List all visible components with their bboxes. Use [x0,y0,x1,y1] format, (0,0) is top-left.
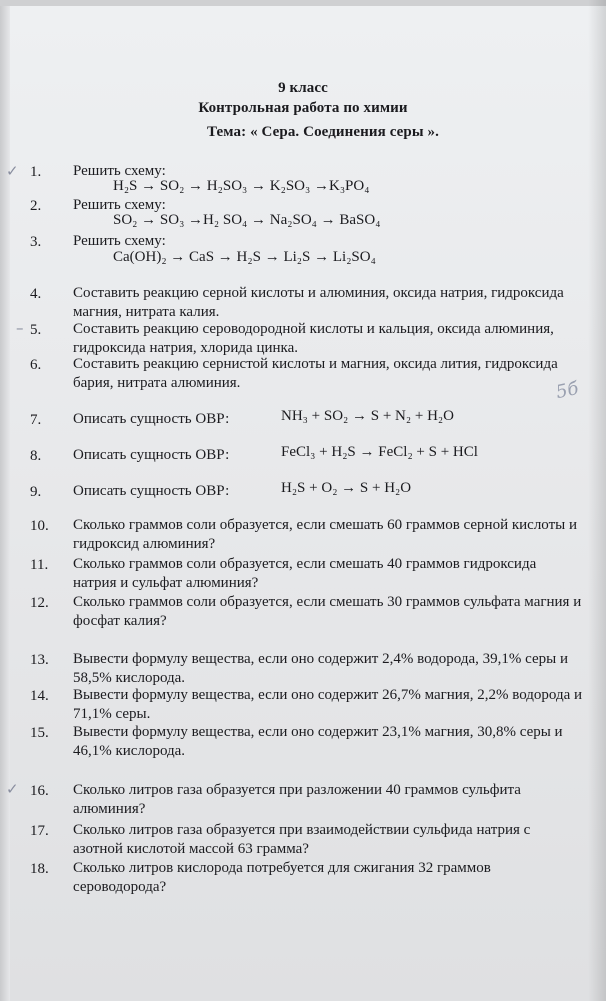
grade-heading: 9 класс [278,80,328,96]
task-text: Сколько граммов соли образуется, если смешать 60 граммов серной кислоты и гидроксид алюминия? [73,517,578,552]
task-text: Вывести формулу вещества, если оно содержит 26,7% магния, 2,2% водорода и 71,1% серы. [73,687,583,722]
task-number: 5. [30,322,42,338]
paper-edge-shadow [0,0,10,1001]
task-text: Сколько граммов соли образуется, если смешать 30 граммов сульфата магния и фосфат калия? [73,594,582,629]
task-number: 3. [30,234,42,250]
topic-line: Тема: « Сера. Соединения серы ». [207,124,439,140]
paper-right-shadow [588,0,606,1001]
task-text: Описать сущность ОВР: [73,447,230,463]
task-text: Составить реакцию серной кислоты и алюминия, оксида натрия, гидроксида магния, нитрата калия. [73,285,564,320]
task-number: 12. [30,595,49,611]
check-mark-16: ✓ [6,780,19,798]
task-text: Сколько литров газа образуется при взаимодействии сульфида натрия с азотной кислотой массой 63 грамма? [73,822,531,857]
reaction-scheme-3: Ca(OH)₂ → CaS → H₂S → Li₂S → Li₂SO₄ [113,249,376,265]
task-number: 14. [30,688,49,704]
task-number: 7. [30,412,42,428]
task-number: 9. [30,484,42,500]
task-text: Сколько граммов соли образуется, если смешать 40 граммов гидроксида натрия и сульфат алюминия? [73,556,537,591]
task-number: 17. [30,823,49,839]
task-text: Сколько литров кислорода потребуется для сжигания 32 граммов сероводорода? [73,860,491,895]
paper-top-edge [0,0,606,6]
reaction-scheme-1: H₂S → SO₂ → H₂SO₃ → K₂SO₃ →K₃PO₄ [113,178,370,194]
task-text: Решить схему: [73,197,166,213]
task-number: 13. [30,652,49,668]
task-text: Описать сущность ОВР: [73,411,230,427]
task-number: 18. [30,861,49,877]
task-text: Решить схему: [73,163,166,179]
task-text: Вывести формулу вещества, если оно содержит 2,4% водорода, 39,1% серы и 58,5% кислорода. [73,651,568,686]
reaction-scheme-2: SO₂ → SO₃ →H₂ SO₄ → Na₂SO₄ → BaSO₄ [113,212,381,228]
task-text: Вывести формулу вещества, если оно содержит 23,1% магния, 30,8% серы и 46,1% кислорода. [73,724,563,759]
check-mark-1: ✓ [6,162,19,180]
task-number: 1. [30,164,42,180]
task-text: Описать сущность ОВР: [73,483,230,499]
task-number: 11. [30,557,49,573]
handwritten-note: 5б [554,377,581,404]
task-text: Решить схему: [73,233,166,249]
test-title: Контрольная работа по химии [198,100,408,116]
redox-equation-8: FeCl₃ + H₂S → FeCl₂ + S + HCl [281,444,478,460]
task-number: 15. [30,725,49,741]
task-text: Составить реакцию сернистой кислоты и магния, оксида лития, гидроксида бария, нитрата алюминия. [73,356,558,391]
redox-equation-7: NH₃ + SO₂ → S + N₂ + H₂O [281,408,454,424]
task-number: 8. [30,448,42,464]
task-number: 4. [30,286,42,302]
task-text: Сколько литров газа образуется при разложении 40 граммов сульфита алюминия? [73,782,521,817]
dash-mark-5: – [16,319,24,337]
task-number: 6. [30,357,42,373]
task-number: 16. [30,783,49,799]
task-number: 2. [30,198,42,214]
redox-equation-9: H₂S + O₂ → S + H₂O [281,480,412,496]
task-text: Составить реакцию сероводородной кислоты и кальция, оксида алюминия, гидроксида натрия, хлорида цинка. [73,321,554,356]
task-number: 10. [30,518,49,534]
